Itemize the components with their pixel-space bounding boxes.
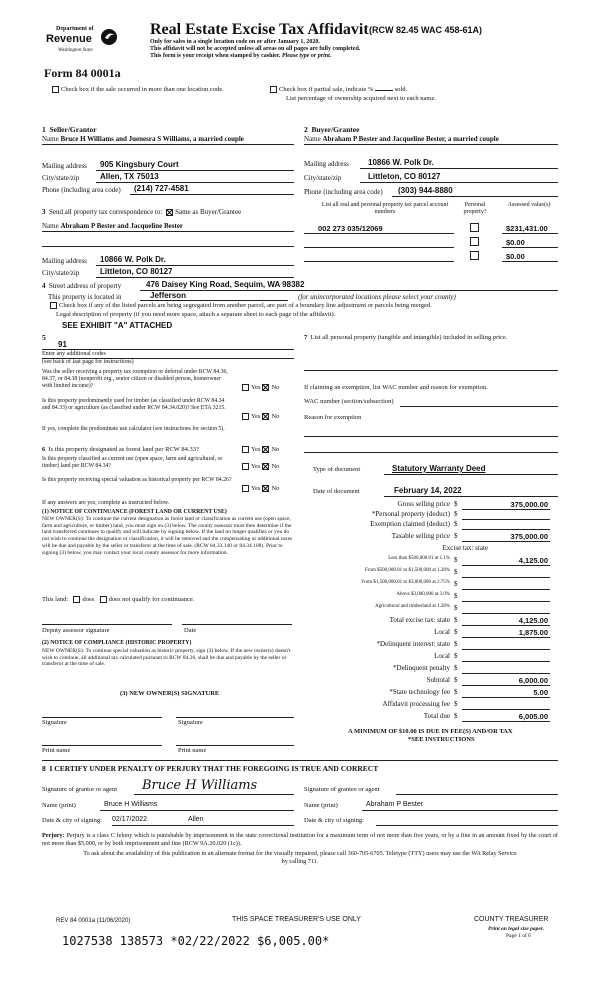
prop-loc-label: This property is located in <box>48 293 122 301</box>
corr-addr-value[interactable]: 10866 W. Polk Dr. <box>100 255 166 264</box>
calculator-note: If yes, complete the predominate use calculator (see instructions for section 5). <box>42 426 225 432</box>
buyer-city-label: City/state/zip <box>304 174 342 182</box>
forest-yn[interactable] <box>240 446 279 454</box>
owner-print-line-2 <box>176 745 294 746</box>
property-address-line <box>140 290 558 291</box>
seller-addr-label: Mailing address <box>42 162 87 170</box>
historic-yes-checkbox[interactable] <box>242 485 249 492</box>
new-owner-heading: (3) NEW OWNER(S) SIGNATURE <box>120 690 220 697</box>
tax-row-line <box>462 529 550 530</box>
dollar-sign: $ <box>454 652 458 660</box>
exemption-no-checkbox[interactable] <box>262 384 269 391</box>
use-code-value[interactable]: 91 <box>58 340 67 349</box>
tax-row <box>312 568 550 578</box>
tax-row-line <box>462 601 550 602</box>
dollar-sign: $ <box>454 510 458 518</box>
rev-number: REV 84 0001a (11/06/2020) <box>56 918 131 924</box>
grantee-print-label: Name (print) <box>304 802 338 809</box>
deputy-sig-label: Deputy assessor signature <box>42 627 110 634</box>
tax-row <box>312 556 550 566</box>
multi-location-label: Check box if the sale occurred in more than one location code. <box>61 86 224 93</box>
segregated-check[interactable] <box>48 302 432 310</box>
tax-row <box>312 604 550 614</box>
dept-name: Revenue <box>46 33 92 45</box>
current-use-yes-checkbox[interactable] <box>242 463 249 470</box>
grantee-date-label: Date & city of signing: <box>304 817 364 824</box>
tax-row-value[interactable]: 6,005.00 <box>518 712 548 721</box>
tax-row-label: From $1,500,000.01 to $3,000,000 at 2.75% <box>361 580 450 585</box>
seller-phone-line <box>130 194 294 195</box>
land-doesnot-label: does not qualify for continuance. <box>108 596 195 603</box>
exemption-yes-checkbox[interactable] <box>242 384 249 391</box>
multi-location-checkbox[interactable] <box>52 86 59 93</box>
tax-row-line <box>462 721 550 722</box>
alt-format-note: To ask about the availability of this publication in an alternate format for the visually impaired, please call 360-705-6705. Teletype (TTY) users may use the WA Relay Service by calling 711. <box>83 850 517 865</box>
grantor-date-label: Date & city of signing: <box>42 817 102 824</box>
parcel-line-1 <box>304 233 454 234</box>
current-use-no-label: No <box>271 463 280 470</box>
tax-row-value[interactable]: 4,125.00 <box>518 616 548 625</box>
dollar-sign: $ <box>454 712 458 720</box>
county-line <box>140 300 288 301</box>
timber-yn[interactable] <box>240 413 279 421</box>
seller-num: 1 <box>42 125 46 134</box>
historic-no-label: No <box>271 485 280 492</box>
corr-city-value[interactable]: Littleton, CO 80127 <box>100 267 173 276</box>
property-address-value[interactable]: 476 Daisey King Road, Sequim, WA 98382 <box>146 280 305 289</box>
owner-print-label-2: Print name <box>178 747 207 754</box>
buyer-name-line <box>304 144 558 145</box>
current-use-no-checkbox[interactable] <box>262 463 269 470</box>
current-use-yes-label: Yes <box>251 463 261 470</box>
buyer-heading <box>304 125 359 134</box>
personal-checkbox-2[interactable] <box>470 237 479 246</box>
tax-row-label: Above $3,000,000 at 3.0% <box>396 592 450 597</box>
grantor-print-value[interactable]: Bruce H Williams <box>104 801 158 808</box>
tax-row-line <box>462 613 550 614</box>
buyer-heading-text: Buyer/Grantee <box>311 125 360 134</box>
use-code-line <box>42 349 294 350</box>
deputy-date-label: Date <box>184 627 197 634</box>
timber-no-checkbox[interactable] <box>262 413 269 420</box>
state-label: Washington State <box>58 48 93 53</box>
buyer-addr-line <box>360 168 558 169</box>
grantor-date-line <box>112 825 294 826</box>
tax-row-label: *Delinquent penalty <box>393 664 450 672</box>
property-address-row <box>42 282 121 290</box>
revenue-swirl-icon <box>100 28 118 46</box>
tax-row-line <box>462 649 550 650</box>
buyer-phone-line <box>392 196 558 197</box>
corr-name-line <box>42 231 294 232</box>
tax-row-value[interactable]: 4,125.00 <box>518 556 548 565</box>
owner-sig-label-1: Signature <box>42 719 67 726</box>
dollar-sign: $ <box>454 676 458 684</box>
tax-row-line <box>462 565 550 566</box>
buyer-addr-value[interactable]: 10866 W. Polk Dr. <box>368 158 434 167</box>
treasurer-space-label: THIS SPACE TREASURER'S USE ONLY <box>232 916 361 923</box>
tax-row-value[interactable]: 5.00 <box>533 688 548 697</box>
if-yes-note: If any answers are yes, complete as instructed below. <box>42 500 170 506</box>
note-1: Only for sales in a single location code on or after January 1, 2020. <box>150 39 320 45</box>
tax-row <box>312 700 550 710</box>
tax-row-label: From $500,000.01 to $1,500,000 at 1.28% <box>365 568 450 573</box>
corr-name-label: Name <box>42 222 59 230</box>
doc-type-value[interactable]: Statutory Warranty Deed <box>392 464 486 473</box>
tax-row-line <box>462 541 550 542</box>
continuance-title: (1) NOTICE OF CONTINUANCE (FOREST LAND OR CURRENT USE) <box>42 509 227 515</box>
exemption-yn[interactable] <box>240 384 279 392</box>
doc-type-line <box>384 474 558 475</box>
corr-heading <box>42 208 241 216</box>
sec8-num: 8 <box>42 764 46 773</box>
timber-yes-checkbox[interactable] <box>242 413 249 420</box>
seller-addr-value[interactable]: 905 Kingsbury Court <box>100 160 179 169</box>
tax-row-value[interactable]: 6,000.00 <box>518 676 548 685</box>
buyer-name-value: Abraham P Bester and Jacqueline Bester, a married couple <box>322 135 499 143</box>
doc-date-label: Date of document <box>313 488 360 495</box>
note-3 <box>150 53 331 60</box>
reason-line-1 <box>304 436 558 437</box>
corr-blank-line <box>42 246 294 247</box>
note-3-print: Please type or print. <box>281 53 332 59</box>
tax-row <box>312 676 550 686</box>
tax-row-line <box>462 709 550 710</box>
partial-sale-percent-input[interactable] <box>375 90 393 91</box>
page-number: Page 1 of 6 <box>506 933 531 939</box>
seller-name-label: Name <box>42 135 59 143</box>
land-label: This land: <box>42 596 69 603</box>
tax-row-line <box>462 625 550 626</box>
tax-row-line <box>462 589 550 590</box>
assessed-value-2[interactable]: $0.00 <box>506 238 525 247</box>
tax-row <box>312 712 550 722</box>
exemption-yes-label: Yes <box>251 384 261 391</box>
seller-name-value: Bruce H Williams and Juenesra S Williams, a married couple <box>60 135 244 143</box>
tax-row-label: Agricultural and timberland at 1.28% <box>375 604 450 609</box>
tax-row-label: Excise tax: state <box>442 544 488 552</box>
corr-addr-label: Mailing address <box>42 257 87 265</box>
county-value[interactable]: Jefferson <box>150 291 187 300</box>
tax-row-line <box>462 637 550 638</box>
current-use-question: Is this property classified as current use (open space, farm and agricultural, or timber) land per RCW 84.34? <box>42 456 223 469</box>
dept-line: Department of <box>56 26 94 32</box>
continuance-text: NEW OWNER(S): To continue the current designation as forest land or classification as current use (open space, farm and agriculture, or timber) land, you must sign on (3) below. The county assessor must then determine if the land transferred continues to qualify and will indicate by signing below. If the land no longer qualifies or you do not wish to continue the designation or classification, it will be removed and the compensating or additional taxes will be due and payable by the seller or transferor at the time of sale. (RCW 84.33.140 or 84.34.108). Prior to signing (3) below, you may contact your local county assessor for more information. <box>42 516 293 556</box>
tax-row-label: Exemption claimed (deduct) <box>370 520 450 528</box>
tax-row <box>312 592 550 602</box>
tax-row <box>312 640 550 650</box>
historic-question: Is this property receiving special valuation as historical property per RCW 84.26? <box>42 477 232 483</box>
forest-no-checkbox[interactable] <box>262 446 269 453</box>
grantee-sig-line <box>396 794 558 795</box>
grantor-print-line <box>100 810 294 811</box>
grantee-date-line <box>376 825 558 826</box>
exhibit-text: SEE EXHIBIT "A" ATTACHED <box>62 321 173 330</box>
tax-row <box>312 520 550 530</box>
sec7-text: List all personal property (tangible and intangible) included in selling price. <box>310 334 508 341</box>
exempt-label: If claiming an exemption, list WAC number and reason for exemption. <box>304 384 488 391</box>
perjury-text: Perjury is a class C felony which is punishable by imprisonment in the state correctional institution for a maximum term of not more than five years, or by a fine in an amount fixed by the court of not more than $5,000, or by both imprisonment and fine (RCW 9A.20.020 (1c)). <box>42 832 558 847</box>
assessed-value-1[interactable]: $231,431.00 <box>506 224 548 233</box>
see-instructions: *SEE INSTRUCTIONS <box>408 736 475 743</box>
corr-name-value: Abraham P Bester and Jacqueline Bester <box>60 222 184 230</box>
sec6-num: 6 <box>42 446 46 453</box>
tax-row-label: Affidavit processing fee <box>382 700 450 708</box>
exemption-question: Was the seller receiving a property tax exemption or deferral under RCW 84.36, 84.37, or 84.38 (nonprofit org., senior citizen or disabled person, homeowner with limited income)? <box>42 369 228 389</box>
sec5-num: 5 <box>42 333 46 342</box>
assessed-line-3 <box>502 261 558 262</box>
historic-no-checkbox[interactable] <box>262 485 269 492</box>
sec7-heading <box>304 334 554 342</box>
tax-row <box>312 510 550 520</box>
partial-sale-checkbox[interactable] <box>270 86 277 93</box>
grantee-sig-label: Signature of grantee or agent <box>304 786 380 793</box>
grantor-sig-line <box>134 794 294 795</box>
tax-row-line <box>462 673 550 674</box>
note-3-text: This form is your receipt when stamped by cashier. <box>150 53 281 59</box>
certify-text: I CERTIFY UNDER PENALTY OF PERJURY THAT THE FOREGOING IS TRUE AND CORRECT <box>49 764 379 773</box>
personal-checkbox-3[interactable] <box>470 251 479 260</box>
land-does-label: does <box>82 596 95 603</box>
legal-paper-note: Print on legal size paper. <box>488 926 545 932</box>
segregated-checkbox[interactable] <box>50 302 57 309</box>
deputy-date-line <box>182 624 292 625</box>
note-2: This affidavit will not be accepted unless all areas on all pages are fully completed. <box>150 46 361 52</box>
tax-row <box>312 688 550 698</box>
doc-date-line <box>384 496 558 497</box>
segregated-label: Check box if any of the listed parcels are being segregated from another parcel, are part of a boundary line adjustment or parcels being merged. <box>59 302 432 309</box>
dollar-sign: $ <box>454 688 458 696</box>
partial-sale-check[interactable] <box>268 86 407 94</box>
form-title: Real Estate Excise Tax Affidavit <box>150 21 369 38</box>
certify-row <box>42 764 378 773</box>
doc-type-label: Type of document <box>313 466 361 473</box>
tax-row-label: Subtotal <box>426 676 450 684</box>
tax-row <box>312 532 550 542</box>
forest-question: Is this property designated as forest land per RCW 84.33? <box>48 446 199 453</box>
prop-num: 4 <box>42 282 46 290</box>
tax-row-label: Total due <box>423 712 450 720</box>
grantor-signature[interactable]: Bruce H Williams <box>142 778 258 793</box>
wac-line <box>400 406 558 407</box>
owner-sig-label-2: Signature <box>178 719 203 726</box>
perjury-label: Perjury: <box>42 832 65 839</box>
buyer-phone-label: Phone (including area code) <box>304 188 383 196</box>
dollar-sign: $ <box>454 520 458 528</box>
dollar-sign: $ <box>454 604 458 612</box>
compliance-title: (2) NOTICE OF COMPLIANCE (HISTORIC PROPERTY) <box>42 640 192 646</box>
same-as-buyer-label: Same as Buyer/Grantee <box>175 208 242 216</box>
tax-row-label: Gross selling price <box>397 500 450 508</box>
compliance-text: NEW OWNER(S): To continue special valuation as historic property, sign (3) below. If the new owner(s) doesn't wish to continue, all additional tax calculated pursuant to RCW 84.26, shall be due and payable by the seller or transferor at the time of sale. <box>42 648 291 668</box>
personal-checkbox-1[interactable] <box>470 223 479 232</box>
grantor-date-value[interactable]: 02/17/2022 <box>112 816 148 823</box>
tax-row-value[interactable]: 375,000.00 <box>510 500 548 509</box>
add-codes-label: Enter any additional codes <box>42 351 106 357</box>
personal-prop-line-1 <box>304 370 558 371</box>
doc-date-value[interactable]: February 14, 2022 <box>394 486 462 495</box>
corr-name-row <box>42 222 183 230</box>
revenue-logo <box>40 26 122 58</box>
tax-row-line <box>462 577 550 578</box>
current-use-yn[interactable] <box>240 463 279 471</box>
corr-city-label: City/state/zip <box>42 269 80 277</box>
seller-addr-line <box>96 170 294 171</box>
treasurer-receipt-stamp: 1027538 138573 *02/22/2022 $6,005.00* <box>62 934 330 948</box>
corr-city-line <box>96 277 294 278</box>
land-doesnot-checkbox[interactable] <box>100 596 107 603</box>
corr-addr-line <box>96 265 294 266</box>
land-does-checkbox[interactable] <box>73 596 80 603</box>
owner-print-label-1: Print name <box>42 747 71 754</box>
parcel-line-3 <box>304 261 454 262</box>
reason-label: Reason for exemption <box>304 414 362 421</box>
tax-row-line <box>462 685 550 686</box>
timber-no-label: No <box>271 413 280 420</box>
tax-row-label: Local <box>434 652 450 660</box>
form-number: Form 84 0001a <box>44 66 121 80</box>
dollar-sign: $ <box>454 616 458 624</box>
tax-row-line <box>462 697 550 698</box>
buyer-name-row <box>304 135 499 143</box>
prop-label: Street address of property <box>49 282 122 290</box>
multi-location-check[interactable] <box>50 86 224 94</box>
grantor-city-value[interactable]: Allen <box>188 816 204 823</box>
parcel-line-2 <box>304 247 454 248</box>
form-rcw: (RCW 82.45 WAC 458-61A) <box>369 25 483 35</box>
dollar-sign: $ <box>454 628 458 636</box>
assessed-col-header: Assessed value(s) <box>507 202 551 208</box>
dollar-sign: $ <box>454 640 458 648</box>
owner-print-line-1 <box>42 745 162 746</box>
tax-row-label: Less than $500,000.01 at 1.1% <box>388 556 450 561</box>
parcel-col-header: List all real and personal property tax parcel account numbers <box>321 202 449 216</box>
buyer-name-label: Name <box>304 135 321 143</box>
buyer-city-value[interactable]: Littleton, CO 80127 <box>368 172 441 181</box>
tax-row-label: Taxable selling price <box>391 532 450 540</box>
dollar-sign: $ <box>454 592 458 600</box>
personal-col-header: Personal property? <box>463 202 487 216</box>
add-codes-note: (see back of last page for instructions) <box>42 359 134 365</box>
tax-row-label: *Personal property (deduct) <box>371 510 450 518</box>
seller-heading <box>42 125 97 134</box>
corr-text: Send all property tax correspondence to: <box>49 208 163 216</box>
same-as-buyer-checkbox[interactable] <box>166 209 173 216</box>
minimum-note: A MINIMUM OF $10.00 IS DUE IN FEE(S) AND/OR TAX <box>348 728 513 735</box>
seller-phone-value[interactable]: (214) 727-4581 <box>134 184 189 193</box>
historic-yes-label: Yes <box>251 485 261 492</box>
timber-question: Is this property predominantly used for timber (as classified under RCW 84.34 and 84.33) or agriculture (as classified under RCW 84.34.020)? See ETA 3215. <box>42 398 226 411</box>
dollar-sign: $ <box>454 700 458 708</box>
tax-row-label: Total excise tax: state <box>389 616 450 624</box>
tax-row-value[interactable]: 375,000.00 <box>510 532 548 541</box>
historic-yn[interactable] <box>240 485 279 493</box>
owner-sig-line-1 <box>42 717 162 718</box>
dollar-sign: $ <box>454 664 458 672</box>
grantor-print-label: Name (print) <box>42 802 76 809</box>
grantor-sig-label: Signature of grantor or agent <box>42 786 118 793</box>
owner-sig-line-2 <box>176 717 294 718</box>
buyer-phone-value[interactable]: (303) 944-8880 <box>398 186 453 195</box>
timber-yes-label: Yes <box>251 413 261 420</box>
land-qualify-row <box>42 596 194 604</box>
assessed-line-2 <box>502 247 558 248</box>
buyer-addr-label: Mailing address <box>304 160 349 168</box>
tax-row-value[interactable]: 1,875.00 <box>518 628 548 637</box>
reason-line-2 <box>304 452 558 453</box>
corr-num: 3 <box>42 208 46 216</box>
grantee-print-value[interactable]: Abraham P Bester <box>366 801 424 808</box>
parcel-number-1[interactable]: 002 273 035/12069 <box>318 224 383 233</box>
partial-sale-sold: sold. <box>394 86 408 93</box>
tax-row <box>312 652 550 662</box>
wac-label: WAC number (section/subsection) <box>304 398 394 405</box>
dollar-sign: $ <box>454 568 458 576</box>
sec8-divider <box>42 760 558 761</box>
county-treasurer-label: COUNTY TREASURER <box>474 916 549 923</box>
forest-yes-checkbox[interactable] <box>242 446 249 453</box>
seller-name-row <box>42 135 244 143</box>
seller-city-label: City/state/zip <box>42 174 80 182</box>
forest-no-label: No <box>271 446 280 453</box>
tax-row <box>312 580 550 590</box>
grantee-print-line <box>362 810 558 811</box>
forest-yes-label: Yes <box>251 446 261 453</box>
tax-row <box>312 616 550 626</box>
tax-row <box>312 500 550 510</box>
assessed-value-3[interactable]: $0.00 <box>506 252 525 261</box>
deputy-sig-line <box>42 624 172 625</box>
sec7-num: 7 <box>304 334 308 341</box>
perjury-paragraph <box>42 832 558 848</box>
tax-row <box>312 544 550 554</box>
tax-row <box>312 628 550 638</box>
dollar-sign: $ <box>454 500 458 508</box>
tax-row-label: Local <box>434 628 450 636</box>
partial-sale-note: List percentage of ownership acquired next to each name. <box>286 95 436 102</box>
legal-desc-label: Legal description of property (if you need more space, attach a separate sheet to each page of the affidavit). <box>56 311 336 318</box>
seller-phone-label: Phone (including area code) <box>42 186 121 194</box>
partial-sale-label: Check box if partial sale, indicate % <box>279 86 374 93</box>
assessed-line-1 <box>502 233 558 234</box>
loc-note: (for unincorporated locations please select your county) <box>298 293 456 301</box>
forest-row <box>42 446 199 454</box>
exemption-no-label: No <box>271 384 280 391</box>
dollar-sign: $ <box>454 580 458 588</box>
buyer-num: 2 <box>304 125 308 134</box>
seller-city-line <box>96 182 294 183</box>
tax-row-label: *State technology fee <box>389 688 450 696</box>
tax-row-label: *Delinquent interest: state <box>376 640 450 648</box>
tax-row-line <box>462 661 550 662</box>
seller-city-value[interactable]: Allen, TX 75013 <box>100 172 159 181</box>
dollar-sign: $ <box>454 556 458 564</box>
dollar-sign: $ <box>454 532 458 540</box>
seller-name-line <box>42 144 294 145</box>
tax-row <box>312 664 550 674</box>
seller-heading-text: Seller/Grantor <box>49 125 97 134</box>
buyer-city-line <box>360 182 558 183</box>
